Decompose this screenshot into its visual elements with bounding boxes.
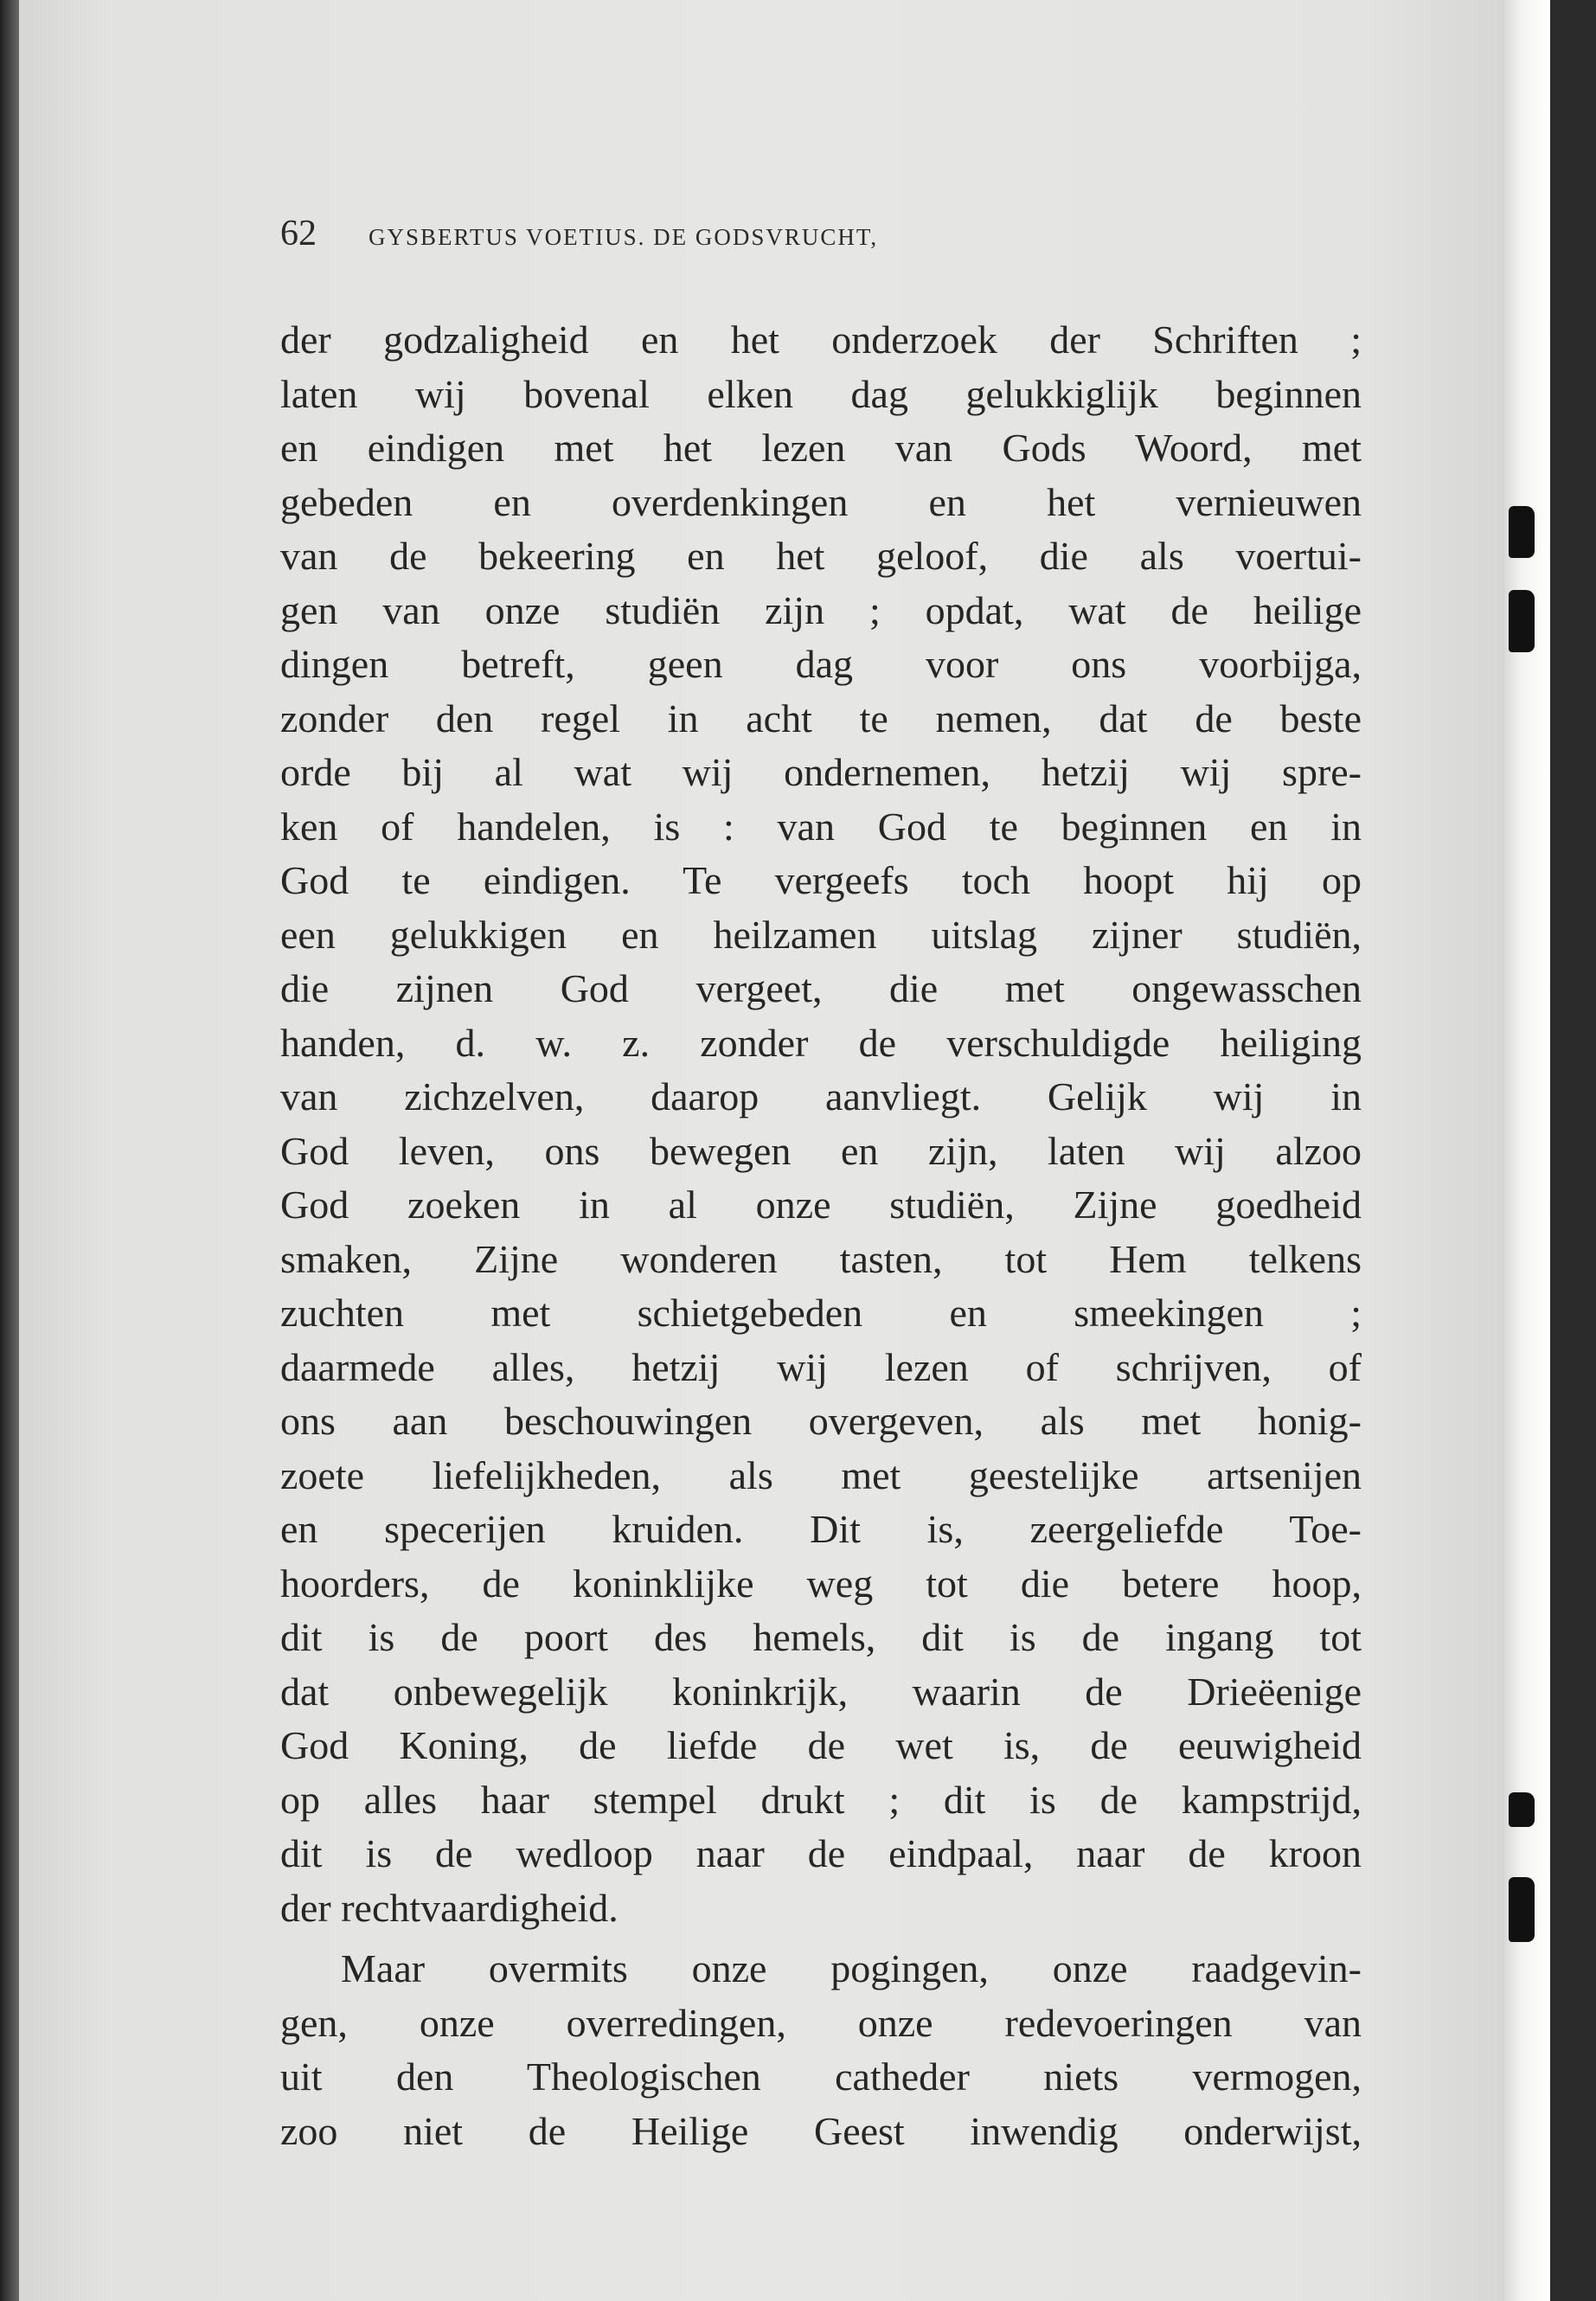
text-line: op alles haar stempel drukt ; dit is de kampstrijd,: [280, 1777, 1362, 1822]
scanned-book-page: [19, 0, 1550, 2301]
text-line: gen van onze studiën zijn ; opdat, wat de heilige: [280, 587, 1362, 632]
text-line: ken of handelen, is : van God te beginnen en in: [280, 804, 1362, 849]
text-line: der rechtvaardigheid.: [280, 1885, 619, 1930]
text-line: uit den Theologischen catheder niets vermogen,: [280, 2054, 1362, 2099]
text-line: zonder den regel in acht te nemen, dat de beste: [280, 695, 1362, 740]
paragraph: [280, 1942, 1362, 2158]
binding-stain: [1509, 590, 1535, 652]
text-line: God te eindigen. Te vergeefs toch hoopt hij op: [280, 858, 1362, 902]
text-line: God leven, ons bewegen en zijn, laten wij alzoo: [280, 1128, 1362, 1173]
text-line: ons aan beschouwingen overgeven, als met honig-: [280, 1399, 1362, 1443]
page-number: 62: [280, 214, 317, 253]
text-line: van de bekeering en het geloof, die als voertui-: [280, 534, 1362, 578]
text-line: van zichzelven, daarop aanvliegt. Gelijk wij in: [280, 1074, 1362, 1118]
text-line: God Koning, de liefde de wet is, de eeuwigheid: [280, 1723, 1362, 1767]
text-line: der godzaligheid en het onderzoek der Schriften ;: [280, 317, 1362, 362]
page-right-edge: [1504, 0, 1550, 2301]
text-line: zoo niet de Heilige Geest inwendig onderwijst,: [280, 2108, 1362, 2153]
text-line: dingen betreft, geen dag voor ons voorbijga,: [280, 642, 1362, 686]
text-line: laten wij bovenal elken dag gelukkiglijk beginnen: [280, 371, 1362, 416]
text-line: zuchten met schietgebeden en smeekingen ;: [280, 1291, 1362, 1335]
page-header: [280, 213, 1362, 254]
text-line: en eindigen met het lezen van Gods Woord, met: [280, 426, 1362, 470]
text-line: daarmede alles, hetzij wij lezen of schrijven, of: [280, 1344, 1362, 1389]
text-line: gen, onze overredingen, onze redevoeringen van: [280, 2000, 1362, 2045]
text-line: orde bij al wat wij ondernemen, hetzij wij spre-: [280, 750, 1362, 794]
body-text: [280, 313, 1362, 2158]
text-line: Maar overmits onze pogingen, onze raadgevin-: [341, 1946, 1362, 1990]
text-line: en specerijen kruiden. Dit is, zeergeliefde Toe-: [280, 1507, 1362, 1551]
running-head: GYSBERTUS VOETIUS. DE GODSVRUCHT,: [369, 224, 879, 250]
binding-stain: [1509, 1792, 1535, 1827]
text-line: dit is de poort des hemels, dit is de ingang tot: [280, 1615, 1362, 1659]
text-line: dat onbewegelijk koninkrijk, waarin de Drieëenige: [280, 1669, 1362, 1714]
text-line: dit is de wedloop naar de eindpaal, naar de kroon: [280, 1831, 1362, 1875]
text-line: zoete liefelijkheden, als met geestelijke artsenijen: [280, 1452, 1362, 1497]
text-line: God zoeken in al onze studiën, Zijne goedheid: [280, 1183, 1362, 1227]
text-line: die zijnen God vergeet, die met ongewasschen: [280, 966, 1362, 1010]
paragraph: [280, 313, 1362, 1935]
text-line: gebeden en overdenkingen en het vernieuwen: [280, 479, 1362, 524]
text-line: een gelukkigen en heilzamen uitslag zijner studiën,: [280, 912, 1362, 957]
text-line: hoorders, de koninklijke weg tot die betere hoop,: [280, 1561, 1362, 1606]
book-gutter-shadow: [0, 0, 19, 2301]
binding-stain: [1509, 1877, 1535, 1942]
binding-stain: [1509, 506, 1535, 558]
text-line: smaken, Zijne wonderen tasten, tot Hem telkens: [280, 1236, 1362, 1281]
text-line: handen, d. w. z. zonder de verschuldigde heiliging: [280, 1020, 1362, 1065]
